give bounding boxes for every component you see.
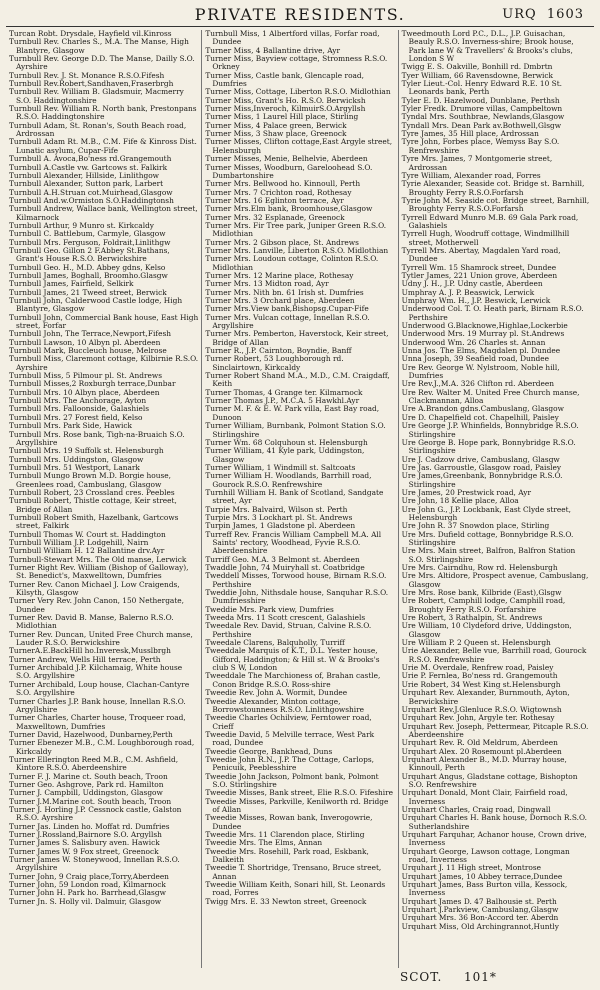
directory-entry: Turnbull Rev. William R. North bank, Prestonpans R.S.O. Haddingtonshire: [9, 104, 197, 122]
directory-entry: Tweddell Misses, Torwood house, Birnam R.S.O. Perthshire: [205, 571, 387, 589]
directory-entry: TurnerA.E.BackHill ho.Inveresk,Musslbrgh: [9, 646, 171, 656]
directory-entry: Turnbull Mrs. Falloonside, Galashiels: [9, 404, 150, 414]
directory-entry: Urquhart Rev.J.Glenluce R.S.O. Wigtownsh: [401, 704, 562, 714]
section-code: URQ: [502, 7, 537, 22]
directory-entry: Turnbull Geo. Gillon 2 F.Abbey St.Bathans, Grant's House R.S.O. Berwickshire: [9, 245, 170, 264]
directory-entry: Urquhart Farquhar, Achanor house, Crown drive, Inverness: [401, 830, 587, 848]
directory-entry: Turpie Mrs. Balvaird, Wilson st. Perth: [205, 504, 348, 514]
directory-entry: Ure George B. Hope park, Bonnybridge R.S.O. Stirlingshire: [401, 437, 576, 456]
directory-entry: Turnbull Robert Smith, Hazelbank, Gartcows street, Falkirk: [9, 512, 179, 531]
directory-entry: Turner Miss, Cottage, Liberton R.S.O. Midlothian: [205, 87, 391, 97]
directory-entry: Turner James W. Stoneywood, Innellan R.S.O. Argyllshire: [9, 855, 180, 873]
directory-entry: Turnbull Miss, 5 Pilmour pl. St. Andrews: [9, 371, 162, 381]
directory-entry: Urquhart Rev. R. Old Meldrum, Aberdeen: [401, 738, 558, 748]
directory-entry: Turner J.Rossland,Bairnore S.O. Argyllsh: [9, 830, 162, 839]
directory-entry: Turnbull Mungo Brown M.D. Borgie house, Greenlees road, Cambuslang, Glasgow: [9, 471, 172, 489]
directory-entry: Urie Alexander, Belle vue, Barrhill road, Gourock R.S.O. Renfrewshire: [401, 646, 587, 664]
directory-entry: Ure Rev. Walter M. United Free Church manse, Clackmannan, Alloa: [401, 387, 580, 406]
directory-entry: Turner Very Rev. John Canon, 150 Nethergate, Dundee: [9, 596, 185, 614]
directory-entry: Urie M. Overdale, Renfrew road, Paisley: [401, 663, 554, 673]
directory-entry: Turpin James, 1 Gladstone pl. Aberdeen: [205, 521, 356, 531]
directory-entry: Ure William P. 2 Queen st. Helensburgh: [401, 638, 551, 648]
directory-entry: Tyrrell Wm. 15 Shamrock street, Dundee: [401, 262, 557, 272]
directory-entry: Urquhart Donald, Mont Clair, Fairfield road, Inverness: [401, 788, 568, 806]
directory-entry: Turnhill William H. Bank of Scotland, Sandgate street, Ayr: [205, 487, 384, 506]
directory-entry: Turner Miss, Grant's Ho. R.S.O. Berwicksh: [205, 95, 366, 105]
directory-entry: Urquhart James, 10 Abbey terrace,Dundee: [401, 871, 563, 881]
signature-mark: SCOT.: [400, 970, 443, 984]
directory-entry: Turnbull C. Battlebum, Carmyle, Glasgow: [9, 229, 166, 239]
directory-entry: Urquhart Charles H. Bank house, Dornoch R.S.O. Sutherlandshire: [401, 813, 587, 831]
directory-entry: Turner Charles J.P. Bank house, Innellan R.S.O. Argyllshire: [9, 696, 186, 714]
directory-entry: Turner Miss, Bayview cottage, Stromness R.S.O. Orkney: [205, 54, 388, 72]
directory-entry: Turnbull Rev.Robert,Sandhaven,Fraserbrgh: [9, 79, 174, 89]
directory-entry: Tweedie Charles Ochilview, Ferntower road, Crieff: [205, 713, 372, 731]
column-left: [6, 30, 201, 968]
directory-entry: Tyrie Alexander, Seaside cot. Bridge st. Barnhill, Broughty Ferry R.S.O.Forfarsh: [401, 179, 585, 197]
directory-entry: Ure George J.P. Whinfields, Bonnybridge R.S.O. Stirlingshire: [401, 421, 579, 439]
directory-entry: Turner Misses, Clifton cottage,East Argyle street, Helensburgh: [205, 137, 393, 155]
directory-entry: Urquhart J. 11 High street, Montrose: [401, 863, 542, 873]
directory-entry: Turner James S. Salisbury aven. Hawick: [9, 838, 160, 848]
directory-entry: Turnbull Robert, Thistle cottage, Keir street, Bridge of Allan: [9, 496, 177, 514]
directory-entry: Turner William, Burnbank, Polmont Station S.O. Stirlingshire: [205, 421, 386, 439]
directory-entry: Tweedie Mrs. 11 Clarendon place, Stirling: [205, 830, 365, 839]
directory-entry: Tweedie Mrs. The Elms, Annan: [205, 838, 323, 848]
directory-entry: Tyre John, Forbes place, Wemyss Bay S.O. Renfrewshire: [401, 137, 560, 155]
directory-entry: Tweddie Mrs. Park view, Dumfries: [205, 604, 334, 614]
directory-entry: Turner R., J.P. Cairnton, Boyndie, Banff: [205, 346, 352, 356]
directory-entry: Tweedmouth Lord P.C., D.L., J.P. Guisachan, Beauly R.S.O. Inverness-shire; Brook house, Park lane W & Travellers' & Brooks's clubs, London S W: [401, 30, 574, 64]
directory-entry: Ure Rev.J.,M.A. 326 Clifton rd. Aberdeen: [401, 379, 555, 389]
directory-entry: Tweedie Misses, Rowan bank, Inverogowrie, Dundee: [205, 813, 373, 831]
directory-entry: Turner Jas. Linden ho. Moffat rd. Dumfries: [9, 821, 170, 831]
page-number: 1603: [546, 7, 584, 22]
directory-entry: Tweedie Mrs. Rosehill, Park road, Eskbank, Dalkeith: [205, 846, 369, 865]
directory-entry: Turner Robert Shand M.A., M.D., C.M. Craigdaff, Keith: [205, 371, 390, 389]
directory-entry: Turner Mrs. 7 Crichton road, Rothesay: [205, 187, 352, 197]
directory-entry: Turnbull Robert, 23 Crossland cres. Peebles: [9, 487, 175, 497]
directory-entry: Turnbull Miss, 1 Albertford villas, Forfar road, Dundee: [205, 30, 380, 47]
directory-entry: Turnbull James, 21 Tweed street, Berwick: [9, 287, 167, 297]
directory-entry: Turner Mrs. 12 Marine place, Rothesay: [205, 270, 354, 280]
directory-entry: Tweedale Rev. David, Struan, Calvine R.S.O. Perthshire: [205, 621, 372, 639]
directory-entry: Turner F. J. Marine ct. South beach, Troon: [9, 771, 168, 781]
directory-entry: Tweeddale The Marchioness of, Brahan castle, Conon Bridge R.S.O. Ross-shire: [205, 671, 381, 689]
directory-entry: Ure Robert, 3 Rathalpin, St. Andrews: [401, 613, 543, 623]
page-title: PRIVATE RESIDENTS.: [194, 5, 406, 24]
column-middle: [201, 30, 397, 968]
directory-entry: Turner J. Horling J.P. Cessnock castle, Galston R.S.O. Ayrshire: [9, 804, 182, 823]
directory-entry: Ure D. Chapelfield cot. Chapelhill, Paisley: [401, 412, 559, 422]
directory-entry: Turnbull Misses,2 Roxburgh terrace,Dunbar: [9, 379, 176, 389]
directory-entry: Turnbull Alexander, Sutton park, Larbert: [9, 179, 164, 189]
directory-entry: Turner Misses, Menie, Belhelvie, Aberdeen: [205, 154, 368, 164]
directory-entry: Ure James,Greenbank, Bonnybridge R.S.O. Stirlingshire: [401, 471, 563, 489]
directory-entry: Turner Robert, 53 Loughborough rd. Sinclairtown, Kirkcaldy: [205, 354, 344, 372]
directory-entry: Turner J.M.Marine cot. South beach, Troon: [9, 796, 172, 806]
directory-entry: Turnbull Rev. William B. Gladsmuir, Macmerry S.O. Haddingtonshire: [9, 87, 184, 105]
directory-entry: Twigg Mrs. E. 33 Newton street, Greenock: [205, 896, 367, 906]
directory-entry: Umphray Wm. H., J.P. Beswick, Lerwick: [401, 296, 551, 305]
directory-entry: Turner Thomas J.P., M.C.A. 5 Hawkhl.Ayr: [205, 396, 360, 406]
directory-entry: Urquhart Alex. 20 Rosemount pl.Aberdeen: [401, 746, 562, 756]
directory-entry: Ure J. Cadzow drive, Cambuslang, Glasgw: [401, 454, 560, 464]
directory-entry: Turnbull Rev. Charles S., M.A. The Manse, High Blantyre, Glasgow: [9, 37, 189, 55]
directory-entry: Tyre William, Alexander road, Forres: [401, 170, 541, 180]
directory-entry: Turner Mrs. Fir Tree park, Juniper Green R.S.O. Midlothian: [205, 220, 387, 239]
directory-entry: Turnbull Adam Rt. M.B., C.M. Fife & Kinross Dist. Lunatic asylum, Cupar-Fife: [9, 137, 197, 155]
directory-entry: Tyre Mrs. James, 7 Montgomerie street, Ardrossan: [401, 154, 553, 172]
page-section-and-number: [502, 7, 584, 22]
directory-entry: Ure Mrs. Altidore, Prospect avenue, Cambuslang, Glasgow: [401, 571, 589, 589]
directory-entry: Urquhart J.Parkview, Cambuslang,Glasgw: [401, 905, 559, 915]
directory-entry: Turner Mrs. Lanville, Liberton R.S.O. Midlothian: [205, 245, 389, 255]
directory-entry: Tyrrell Edward Munro M.B. 69 Gala Park road, Galashiels: [401, 212, 579, 230]
directory-entry: Turner Mrs. 32 Esplanade, Greenock: [205, 212, 345, 222]
directory-entry: Urquhart Charles, Craig road, Dingwall: [401, 804, 551, 814]
directory-entry: Tyndall Mrs. Dean Park av.Bothwell,Glsgw: [401, 120, 562, 130]
directory-entry: Unna Joseph, 39 Seafield road, Dundee: [401, 354, 550, 364]
directory-entry: Tyrrell Hugh, Woodruff cottage, Windmillhill street, Motherwell: [401, 229, 570, 247]
directory-entry: Turner Thomas, 4 Grange ter. Kilmarnock: [205, 387, 363, 397]
directory-entry: Turnbull A.Castle vw. Gartcows st. Falkirk: [9, 162, 168, 172]
directory-entry: Turner Ellerington Reed M.B., C.M. Ashfield, Kintore R.S.O. Aberdeenshire: [9, 754, 179, 773]
directory-entry: Turner J. Campbill, Uddingston, Glasgow: [9, 788, 163, 798]
directory-entry: Turnbull A.H.Struan cot.Muirhead,Glasgow: [9, 187, 173, 197]
directory-entry: Turner Rev. Canon Michael J. Low Craigends, Kilsyth, Glasgow: [9, 579, 180, 598]
directory-entry: Turner Miss, Castle bank, Glencaple road, Dumfries: [205, 70, 364, 89]
directory-entry: Ure Mrs. Cairndhu, Row rd. Helensburgh: [401, 563, 558, 572]
directory-entry: Turnbull Mrs. 27 Forest field, Kelso: [9, 412, 143, 422]
directory-entry: Turnbull And.w.Ormiston S.O.Haddingtonsh: [9, 195, 174, 205]
directory-entry: Turnbull Adam, St. Ronan's, South Beach road, Ardrossan: [9, 120, 187, 139]
directory-entry: Turner James W. 9 Fox street, Greenock: [9, 846, 159, 856]
directory-entry: Turner Charles, Charter house, Troqueer road, Maxwelltown, Dumfries: [9, 713, 186, 731]
directory-entry: Turner Mrs. Pemberton, Haverstock, Keir street, Bridge of Allan: [205, 329, 389, 347]
directory-entry: Turnbull-Stewart Mrs. The Old manse, Lerwick: [9, 554, 187, 564]
directory-entry: Underwood Mrs. 19 Murray pl. St.Andrews: [401, 329, 565, 339]
signature-code: 101*: [464, 970, 497, 984]
directory-entry: Tweddie John, Nithsdale house, Sanquhar R.S.O. Dumfriesshire: [205, 588, 389, 606]
directory-entry: Turner Jn. S. Holly vil. Dalmuir, Glasgow: [9, 896, 162, 906]
directory-entry: Ure Rev. George W. Nylstroom, Noble hill, Dumfries: [401, 362, 560, 381]
directory-entry: Turnbull Mrs. Rose bank, Tigh-na-Bruaich S.O. Argyllshire: [9, 429, 185, 447]
directory-entry: Turner William, 41 Kyle park, Uddingston, Glasgow: [205, 446, 365, 464]
directory-entry: Turner Miss, 4 Palace green, Berwick: [205, 120, 347, 130]
directory-entry: Turner John, 59 London road, Kilmarnock: [9, 880, 166, 890]
directory-entry: Tyrie John M. Seaside cot. Bridge street, Barnhill, Broughty Ferry R.S.O.Forfarsh: [401, 195, 590, 214]
directory-entry: Urquhart James D. 47 Balhousie st. Perth: [401, 896, 557, 906]
directory-entry: Turnbull John, Commercial Bank house, East High street, Forfar: [9, 312, 199, 331]
directory-entry: Tyler Lieut.-Col. Henry Edward R.E. 10 St. Leonards bank, Perth: [401, 79, 563, 97]
directory-entry: Turner Right Rev. William (Bishop of Galloway), St. Benedict's, Maxwelltown, Dumfries: [9, 563, 189, 581]
directory-entry: Ure James, 20 Prestwick road, Ayr: [401, 487, 531, 497]
directory-entry: Turner Mrs. Vulcan cottage, Innellan R.S.O. Argyllshire: [205, 312, 370, 331]
directory-entry: Urquhart Miss, Old Archingrannot,Huntly: [401, 921, 559, 931]
directory-entry: Turner Misses, Woodburn, Gareloohead S.O. Dumbartonshire: [205, 162, 373, 180]
directory-entry: Umphray A. J. P. Beaswick, Lerwick: [401, 287, 535, 297]
directory-entry: Turner Mrs. Bellwood ho. Kinnoull, Perth: [205, 179, 361, 189]
directory-entry: Tyler Fredk. Drumore villas, Campbeltown: [401, 104, 563, 114]
directory-entry: Tytler James, 221 Union grove, Aberdeen: [401, 270, 558, 280]
directory-entry: Turnbull Mrs. 19 Suffolk st. Helensburgh: [9, 446, 164, 456]
directory-entry: Ure William, 10 Clydeford drive, Uddingston, Glasgow: [401, 621, 572, 639]
directory-entry: Turnbull Arthur, 9 Munro st. Kirkcaldy: [9, 220, 154, 230]
directory-entry: Turnbull William H. 12 Ballantine drv.Ayr: [9, 546, 165, 556]
directory-entry: Turner M. F. & E. W. Park villa, East Bay road, Dunoon: [205, 404, 380, 422]
page-footer: [0, 970, 600, 986]
directory-entry: Turnbull James, Fairfield, Selkirk: [9, 279, 134, 289]
directory-entry: Tyre James, 35 Hill place, Ardrossan: [401, 129, 539, 139]
directory-entry: Turner Mrs. 2 Gibson place, St. Andrews: [205, 237, 359, 247]
directory-entry: Turner Miss, 4 Ballantine drive, Ayr: [205, 45, 341, 55]
directory-entry: Tweeda Mrs. 11 Scott crescent, Galashiels: [205, 613, 366, 623]
directory-entry: Turner Archibald J.P. Kilchamaig, White house S.O. Argyllshire: [9, 663, 183, 681]
directory-entry: Turner William, 1 Windmill st. Saltcoats: [205, 462, 356, 472]
directory-entry: Turner Andrew, Wells Hill terrace, Perth: [9, 654, 161, 664]
directory-entry: Turnbull Mark, Buccleuch house, Melrose: [9, 346, 167, 356]
directory-entry: Tweedie George, Bankhead, Duns: [205, 746, 333, 756]
directory-entry: Urie Robert, 34 West King st.Helensburgh: [401, 679, 561, 689]
directory-entry: Turner Ebenezer M.B., C.M. Loughborough road, Kirkcaldy: [9, 738, 195, 756]
directory-entry: Turner David, Hazelwood, Dunbarney,Perth: [9, 729, 173, 739]
column-right: [398, 30, 594, 968]
directory-entry: Turner Rev. Duncan, United Free Church manse, Lauder R.S.O. Berwickshire: [9, 629, 193, 648]
directory-entry: Turnbull John, Calderwood Castle lodge, High Blantyre, Glasgow: [9, 296, 183, 314]
directory-entry: Turner Archibald, Loup house, Clachan-Cantyre S.O. Argyllshire: [9, 679, 190, 698]
directory-entry: Turner William H. Woodlands, Barrhill road, Gourock R.S.O. Renfrewshire: [205, 471, 372, 489]
directory-entry: Turcan Robt. Drysdale, Hayfield vil.Kinross: [9, 30, 172, 38]
directory-entry: Tweedie John Jackson, Polmont bank, Polmont S.O. Stirlingshire: [205, 771, 379, 789]
directory-entry: Tweedie T. Shortridge, Trensano, Bruce street, Annan: [205, 863, 382, 881]
directory-entry: Urquhart George, Lawson cottage, Longman road, Inverness: [401, 846, 570, 865]
page-header: [6, 0, 594, 27]
directory-entry: Turnbull Alexander, Hillside, Linlithgow: [9, 170, 159, 180]
directory-entry: Urquhart Rev. Joseph, Pettermear, Pitcaple R.S.O. Aberdeenshire: [401, 721, 589, 739]
directory-entry: Tweedie Rev. John A. Wormit, Dundee: [205, 688, 348, 698]
directory-entry: Tweedie Alexander, Minton cottage, Borrowstounness R.S.O. Linlithgowshire: [205, 696, 365, 714]
directory-entry: Ure A.Brandon gdns.Cambuslang, Glasgow: [401, 404, 564, 414]
columns-container: [6, 30, 594, 968]
directory-entry: Tweedie David, 5 Melville terrace, West Park road, Dundee: [205, 729, 375, 748]
directory-entry: Turpie Mrs. 3 Lockhart pl. St. Andrews: [205, 512, 353, 522]
directory-entry: Twaddle John, 74 Muiryhall st. Coatbridge: [205, 563, 365, 572]
directory-entry: Turnbull Thomas W. Court st. Haddington: [9, 529, 166, 539]
directory-entry: Urquhart Rev. Alexander, Burnmouth, Ayton, Berwickshire: [401, 688, 570, 706]
directory-entry: Udny J. H., J.P. Udny castle, Aberdeen: [401, 279, 543, 289]
directory-entry: Turnbull Mrs. 10 Albyn place, Aberdeen: [9, 387, 160, 397]
directory-entry: Tyer William, 66 Ravensdowne, Berwick: [401, 70, 554, 80]
directory-entry: Tweeddale Marquis of K.T., D.L. Yester house, Gifford, Haddington; & Hill st. W & Brooks's club S W, London: [205, 646, 380, 673]
directory-entry: Turnbull Mrs. Uddingston, Glasgow: [9, 454, 144, 464]
directory-entry: Turnbull Geo. H., M.D. Abbey gdns, Kelso: [9, 262, 166, 272]
directory-entry: Turreff Rev. Francis William Campbell M.A. All Saints' rectory, Woodhead, Fyvie R.S.O. Aberdeenshire: [205, 529, 382, 556]
directory-entry: Turnbull Mrs. The Anchorage, Ayton: [9, 396, 147, 406]
directory-entry: Ure Mrs. Rose bank, Kilbride (East),Glsgw: [401, 588, 562, 598]
directory-entry: Turner Miss,Inveroch, KilmuirS.O.Argyllsh: [205, 104, 366, 114]
directory-entry: Tyrrell Mrs. Abertay, Magdalen Yard road, Dundee: [401, 245, 561, 264]
directory-entry: Turner Mrs. 3 Orchard place, Aberdeen: [205, 296, 355, 305]
directory-entry: Turner Geo. Ashgrove, Park rd. Hamilton: [9, 779, 164, 789]
directory-entry: Tyler E. D. Hazelwood, Dunblane, Perthsh: [401, 95, 560, 105]
directory-entry: Turner Miss, 1 Laurel Hill place, Stirling: [205, 112, 359, 122]
directory-entry: Urie P. Fernlea, Bo'ness rd. Grangemouth: [401, 671, 558, 681]
directory-entry: Underwood G.Blacknowe,Highlae,Lockerbie: [401, 321, 568, 331]
directory-entry: Turnbull Lawson, 10 Albyn pl. Aberdeen: [9, 337, 161, 347]
directory-entry: Tweedie William Keith, Sonari hill, St. Leonards road, Forres: [205, 880, 386, 898]
directory-entry: Turnbull Rev. J. St. Monance R.S.O.Fifesh: [9, 70, 165, 80]
directory-entry: Turnbull John, The Terrace,Newport,Fifesh: [9, 329, 172, 339]
directory-entry: Turnbull William J.P. Lodgehill, Nairn: [9, 537, 149, 547]
directory-entry: Urquhart Alexander B., M.D. Murray house, Kinnoull, Perth: [401, 754, 567, 773]
directory-entry: Turner Miss, 3 Shaw place, Greenock: [205, 129, 347, 139]
directory-entry: Tweedie Misses, Bank street, Elie R.S.O. Fifeshire: [205, 788, 394, 798]
directory-entry: Urquhart James, Bass Burton villa, Kessock, Inverness: [401, 880, 568, 898]
directory-entry: Ure Mrs. Dufield cottage, Bonnybridge R.S.O. Stirlingshire: [401, 529, 574, 547]
directory-entry: Underwood Col. T. O. Heath park, Birnam R.S.O. Perthshire: [401, 304, 584, 322]
directory-entry: Turnbull Mrs. Ferguson, Foldrait,Linlithgw: [9, 237, 171, 247]
directory-entry: Turnbull Miss, Claremont cottage, Kilbirnie R.S.O. Ayrshire: [9, 354, 199, 372]
directory-entry: Turner Mrs. Loudoun cottage, Colinton R.S.O. Midlothian: [205, 254, 379, 272]
directory-entry: Turnbull Rev. George D.D. The Manse, Dailly S.O. Ayrshire: [9, 54, 195, 72]
directory-entry: Turner John, 9 Craig place,Torry,Aberdeen: [9, 871, 169, 881]
directory-entry: Turner John H. Park ho. Barrhead,Glasgw: [9, 888, 166, 898]
directory-entry: Ure Mrs. Main street, Balfron, Balfron Station S.O. Stirlingshire: [401, 546, 576, 564]
directory-entry: Turner Mrs.View bank,Bishopsg.Cupar-Fife: [205, 304, 369, 314]
directory-entry: Ure Robert, Camphill lodge, Camphill road, Broughty Ferry R.S.O. Forfarshire: [401, 596, 566, 614]
directory-entry: Turner Mrs. 16 Eglinton terrace, Ayr: [205, 195, 344, 205]
directory-entry: Turnbull A. Avoca,Bo'ness rd.Grangemouth: [9, 154, 172, 164]
directory-entry: Urquhart Mrs. 36 Bon-Accord ter. Aberdn: [401, 913, 559, 923]
directory-entry: Turner Mrs.Elm bank, Broomhouse,Glasgow: [205, 204, 373, 214]
directory-entry: Twigg E. S. Oakville, Bonhill rd. Dmbrtn: [401, 62, 553, 72]
directory-entry: Tweedie Misses, Parkville, Kenilworth rd. Bridge of Allan: [205, 796, 389, 814]
directory-entry: Ure John, 18 Kellie place, Alloa: [401, 496, 519, 506]
directory-entry: Turner Wm. 68 Colquhoun st. Helensburgh: [205, 437, 368, 447]
directory-entry: Turnbull Mrs. 51 Westport, Lanark: [9, 462, 140, 472]
directory-entry: Ure John G., J.P. Lockbank, East Clyde street, Helensburgh: [401, 504, 571, 522]
directory-entry: Turner Mrs. Nith bn. 61 Irish st. Dumfries: [205, 287, 364, 297]
directory-entry: Urquhart Rev. John, Argyle ter. Rothesay: [401, 713, 555, 723]
directory-entry: Turriff Geo. M.A. 3 Belmont st. Aberdeen: [205, 554, 360, 564]
directory-entry: Ure John R. 37 Snowdon place, Stirling: [401, 521, 550, 531]
directory-entry: Urquhart Angus, Gladstane cottage, Bishopton S.O. Renfrewshire: [401, 771, 578, 789]
directory-entry: Turnbull Andrew, Wallace bank, Wellington street, Kilmarnock: [9, 204, 198, 222]
directory-entry: Tweedale Clarens, Balquholly, Turriff: [205, 638, 345, 648]
directory-entry: Turnbull James, Boghall, Broomho.Glasgw: [9, 270, 168, 280]
directory-entry: Turner Mrs. 13 Midton road, Ayr: [205, 279, 329, 289]
directory-entry: Tyndal Mrs. Southbrae, Newlands,Glasgow: [401, 112, 565, 122]
directory-entry: Tweedie John R.N., J.P. The Cottage, Carlops, Penicuik, Peeblesshire: [205, 754, 374, 773]
directory-entry: Turnbull Mrs. Park Side, Hawick: [9, 421, 132, 431]
directory-entry: Underwood Wm. 26 Charles st. Annan: [401, 337, 546, 347]
directory-entry: Ure Jas. Garroustle, Glasgow road, Paisley: [401, 462, 562, 472]
directory-entry: Unna Jos. The Elms, Magdalen pl. Dundee: [401, 346, 561, 356]
directory-entry: Turner Rev. David B. Manse, Balerno R.S.O. Midlothian: [9, 613, 174, 631]
